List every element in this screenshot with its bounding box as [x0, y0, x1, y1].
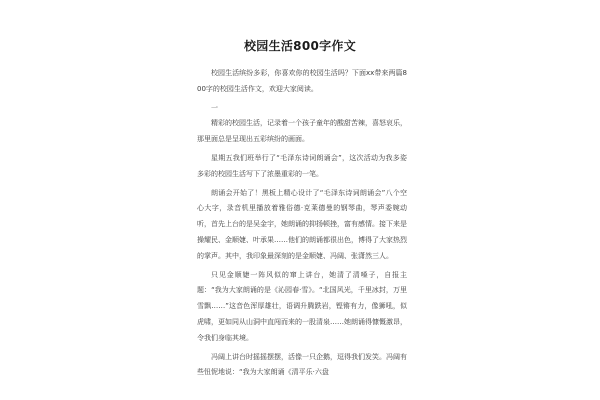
paragraph: 星期五我们班举行了“毛泽东诗词朗诵会”，这次活动为我多姿多彩的校园生活写下了浓墨重彩的一笔。 — [197, 153, 407, 178]
paragraph: 冯阔上讲台时摇摇摆摆，活像一只企鹅，逗得我们发笑。冯阔有些忸怩地说：“我为大家朗诵《清平乐·六盘 — [197, 352, 407, 377]
paragraph-intro: 校园生活缤纷多彩，你喜欢你的校园生活吗？下面xx带来两篇800字的校园生活作文，欢迎大家阅读。 — [197, 69, 407, 93]
section-marker: 一 — [211, 103, 218, 112]
document-title: 校园生活800字作文 — [243, 39, 357, 53]
document-body — [197, 66, 407, 384]
paragraph: 朗诵会开始了！黑板上精心设计了“毛泽东诗词朗诵会”八个空心大字，录音机里播放着雅俗德·克莱德曼的钢琴曲，琴声委婉动听，首先上台的是吴金宇，她朗诵的抑扬顿挫，富有感情。接下来是操耀民、金顺婕、叶承果……他们的朗诵都很出色，博得了大家热烈的掌声。其中，我印象最深刻的是金顺婕、冯阔、张潇然三人。 — [197, 188, 407, 260]
paragraph: 精彩的校园生活，记录着一个孩子童年的酸甜苦辣，喜怒哀乐，那里面总是呈现出五彩缤纷的画面。 — [197, 119, 407, 144]
paragraph: 只见金顺婕一阵风似的窜上讲台，她清了清嗓子，自报主题：“我为大家朗诵的是《沁园春·雪》。“北国风光，千里冰封，万里雪飘……”这音色浑厚雄壮，语调升腾跌岩，铿锵有力，像狮吼，似虎啸，更如同从山洞中直闯而来的一股清泉……她朗诵得慷慨激昂，令我们身临其境。 — [197, 270, 407, 342]
